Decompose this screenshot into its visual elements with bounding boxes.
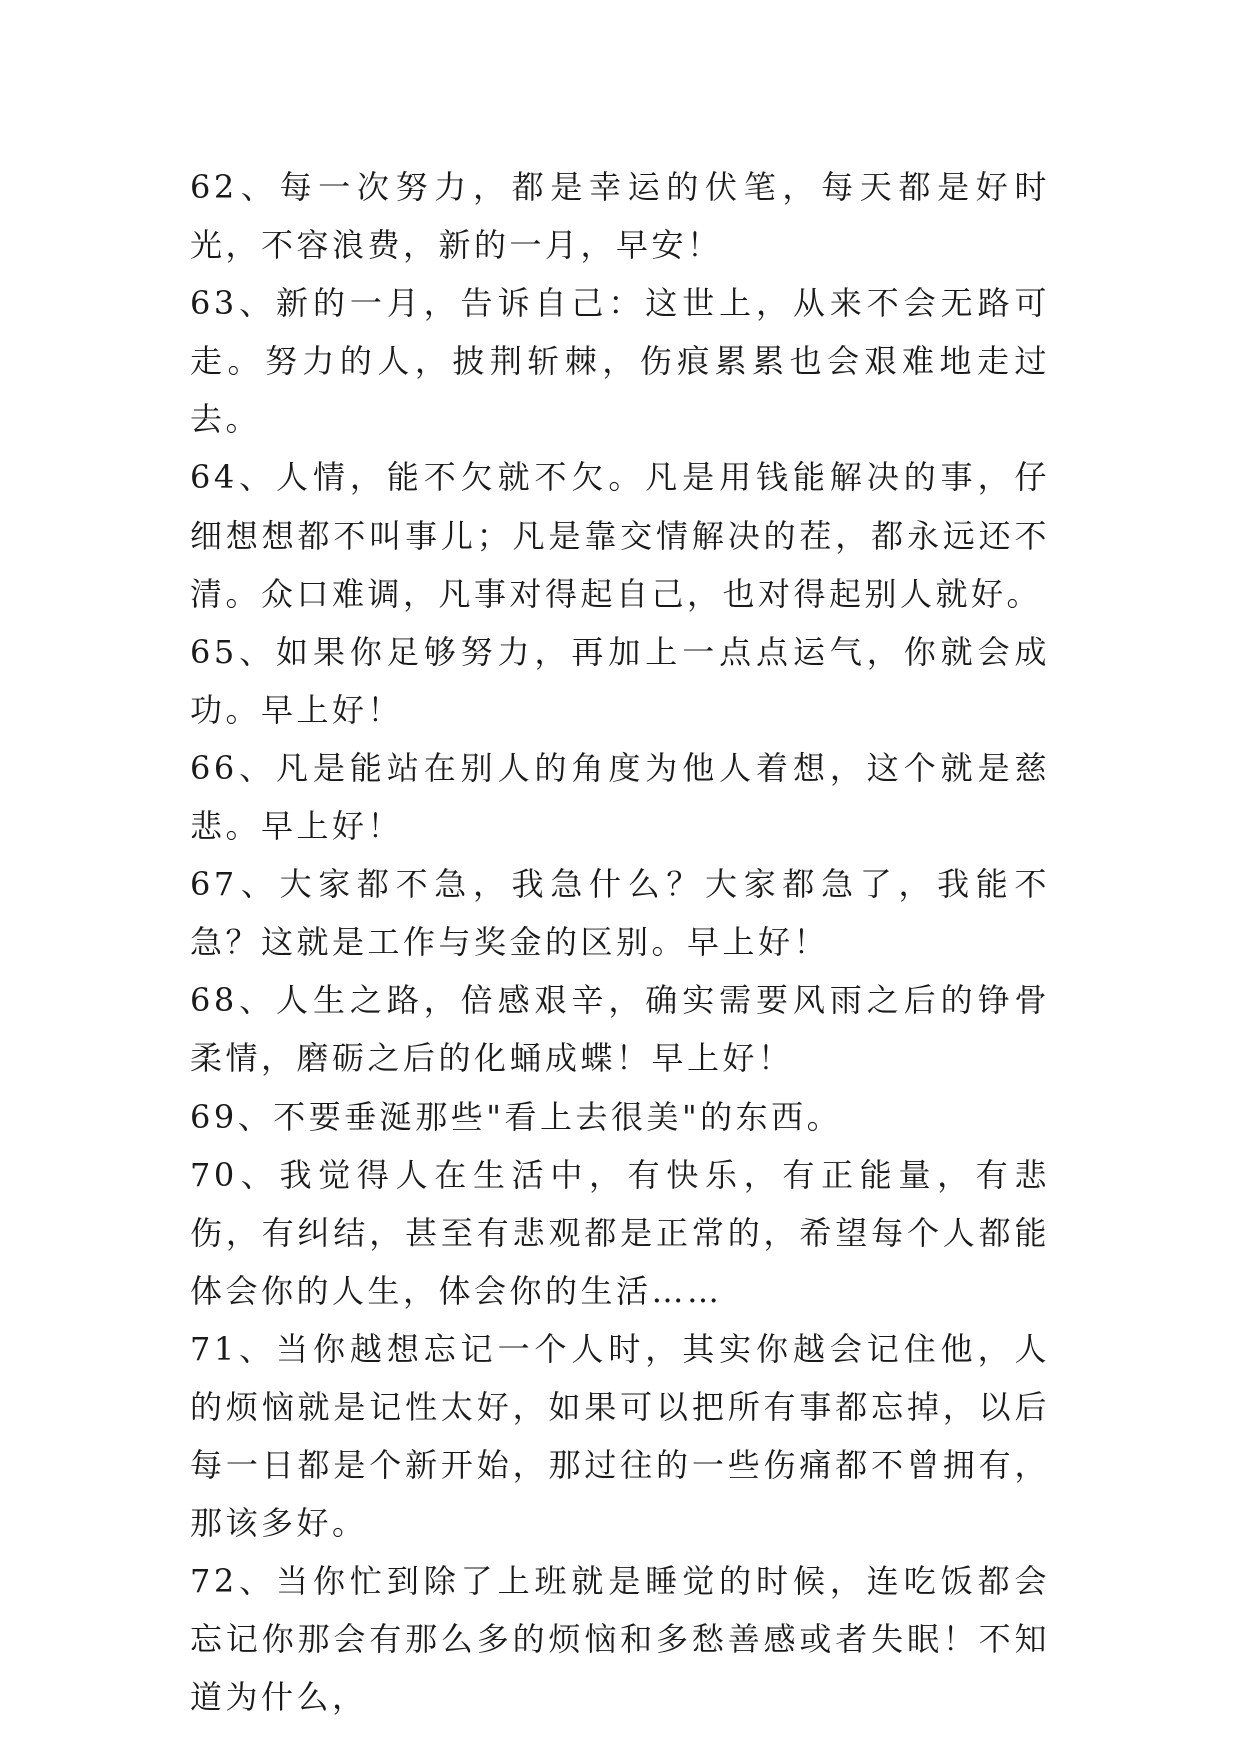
paragraph-66: 66、凡是能站在别人的角度为他人着想，这个就是慈悲。早上好！: [190, 748, 1050, 846]
paragraph-71: 71、当你越想忘记一个人时，其实你越会记住他，人的烦恼就是记性太好，如果可以把所有事都忘掉，以后每一日都是个新开始，那过往的一些伤痛都不曾拥有，那该多好。: [190, 1329, 1050, 1543]
paragraph-62: 62、每一次努力，都是幸运的伏笔，每天都是好时光，不容浪费，新的一月，早安！: [190, 168, 1050, 265]
paragraph-72: 72、当你忙到除了上班就是睡觉的时候，连吃饭都会忘记你那会有那么多的烦恼和多愁善感或者失眠！不知道为什么，: [190, 1562, 1050, 1717]
paragraph-70: 70、我觉得人在生活中，有快乐，有正能量，有悲伤，有纠结，甚至有悲观都是正常的，希望每个人都能体会你的人生，体会你的生活……: [190, 1155, 1050, 1310]
paragraph-68: 68、人生之路，倍感艰辛，确实需要风雨之后的铮骨柔情，磨砺之后的化蛹成蝶！早上好！: [190, 981, 1050, 1078]
paragraph-65: 65、如果你足够努力，再加上一点点运气，你就会成功。早上好！: [190, 632, 1050, 729]
paragraph-64: 64、人情，能不欠就不欠。凡是用钱能解决的事，仔细想想都不叫事儿；凡是靠交情解决的茬，都永远还不清。众口难调，凡事对得起自己，也对得起别人就好。: [190, 458, 1050, 613]
paragraph-63: 63、新的一月，告诉自己：这世上，从来不会无路可走。努力的人，披荆斩棘，伤痕累累也会艰难地走过去。: [190, 284, 1050, 439]
paragraph-67: 67、大家都不急，我急什么？大家都急了，我能不急？这就是工作与奖金的区别。早上好！: [190, 865, 1050, 962]
document-body: [190, 158, 1050, 1727]
paragraph-69: 69、不要垂涎那些"看上去很美"的东西。: [190, 1097, 843, 1136]
